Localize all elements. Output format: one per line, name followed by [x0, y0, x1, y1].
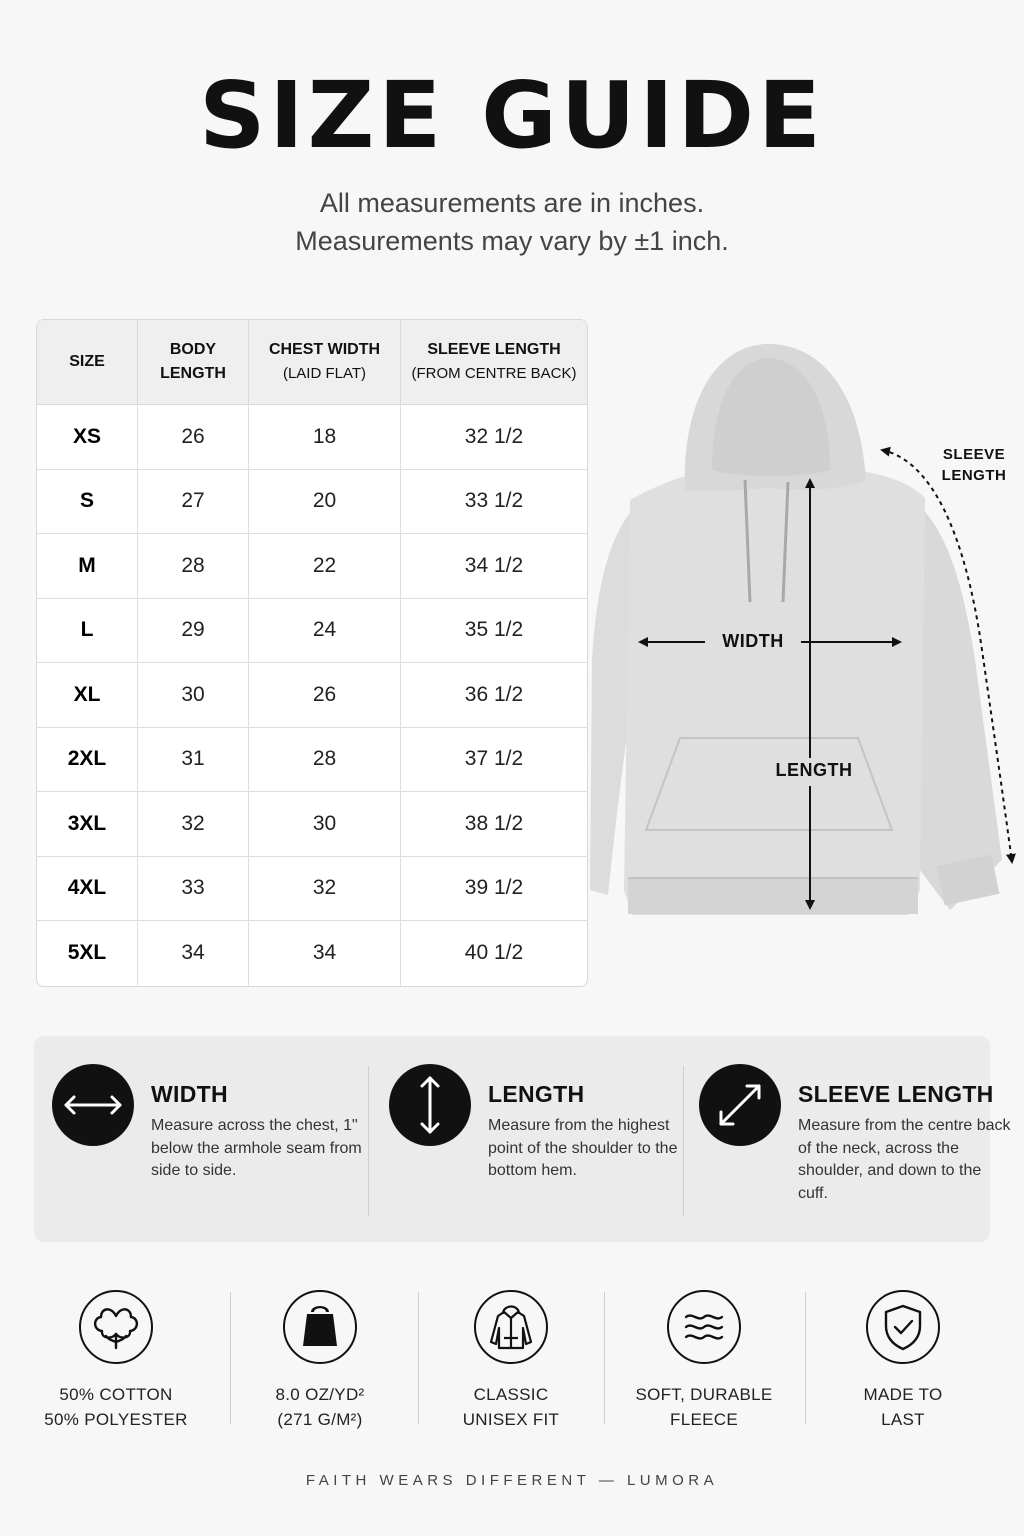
waves-icon: [667, 1290, 741, 1364]
cotton-icon: [79, 1290, 153, 1364]
feature-text: 8.0 OZ/YD² (271 G/M²): [275, 1385, 365, 1429]
horizontal-arrow-icon: [52, 1064, 134, 1146]
measurement-cell: 18: [249, 405, 401, 470]
shield-check-icon: [866, 1290, 940, 1364]
vertical-arrow-icon: [389, 1064, 471, 1146]
divider: [683, 1066, 684, 1216]
header-size: SIZE: [37, 320, 138, 405]
size-cell: XL: [37, 663, 138, 728]
measurement-cell: 24: [249, 599, 401, 664]
measurement-cell: 20: [249, 470, 401, 535]
measurement-cell: 36 1/2: [401, 663, 587, 728]
table-row: [37, 534, 587, 599]
measurement-cell: 28: [138, 534, 249, 599]
diagonal-arrow-icon: [699, 1064, 781, 1146]
table-row: [37, 599, 587, 664]
size-cell: M: [37, 534, 138, 599]
measurement-cell: 34: [138, 921, 249, 986]
feature-text: CLASSIC UNISEX FIT: [462, 1385, 560, 1429]
instruction-text: Measure across the chest, 1" below the armhole seam from side to side.: [151, 1117, 362, 1179]
divider: [368, 1066, 369, 1216]
subtitle-tolerance: Measurements may vary by ±1 inch.: [295, 226, 729, 256]
header-chest-width: CHEST WIDTH (LAID FLAT): [249, 320, 401, 405]
hoodie-icon: [474, 1290, 548, 1364]
measurement-cell: 30: [138, 663, 249, 728]
header-body-length: BODY LENGTH: [138, 320, 249, 405]
measurement-cell: 33: [138, 857, 249, 922]
measurement-cell: 31: [138, 728, 249, 793]
feature-text: MADE TO LAST: [863, 1385, 943, 1429]
divider: [604, 1292, 605, 1424]
measurement-cell: 33 1/2: [401, 470, 587, 535]
size-cell: S: [37, 470, 138, 535]
table-row: [37, 405, 587, 470]
feature-fleece: [609, 1290, 799, 1432]
table-row: [37, 728, 587, 793]
table-row: [37, 470, 587, 535]
width-label: WIDTH: [705, 630, 801, 652]
table-row: [37, 857, 587, 922]
measurement-cell: 35 1/2: [401, 599, 587, 664]
measurement-cell: 39 1/2: [401, 857, 587, 922]
hoodie-diagram: [590, 330, 1024, 930]
measurement-cell: 26: [249, 663, 401, 728]
table-row: [37, 792, 587, 857]
page-title: SIZE GUIDE: [199, 62, 825, 169]
subtitle-units: All measurements are in inches.: [319, 188, 705, 218]
measurement-cell: 34: [249, 921, 401, 986]
size-cell: 5XL: [37, 921, 138, 986]
measurement-cell: 29: [138, 599, 249, 664]
measurement-cell: 37 1/2: [401, 728, 587, 793]
instruction-title: SLEEVE LENGTH: [798, 1081, 994, 1107]
measurement-instructions-panel: [34, 1036, 1011, 1242]
instruction-title: WIDTH: [151, 1081, 228, 1107]
length-label: LENGTH: [768, 759, 860, 781]
measurement-cell: 34 1/2: [401, 534, 587, 599]
measurement-cell: 40 1/2: [464, 941, 524, 965]
measurement-cell: 38 1/2: [401, 792, 587, 857]
measurement-cell: 32 1/2: [401, 405, 587, 470]
measurement-cell: 32: [249, 857, 401, 922]
feature-fit: [416, 1290, 606, 1432]
instruction-title: LENGTH: [488, 1081, 585, 1107]
measurement-cell: 28: [249, 728, 401, 793]
measurement-cell: 30: [249, 792, 401, 857]
sleeve-length-label: SLEEVE LENGTH: [941, 446, 1007, 484]
feature-fabric: [21, 1290, 211, 1432]
table-row: [37, 921, 587, 986]
table-row: [37, 663, 587, 728]
header-sleeve-length: SLEEVE LENGTH (FROM CENTRE BACK): [401, 320, 587, 405]
feature-durability: [808, 1290, 998, 1432]
measurement-cell: 26: [138, 405, 249, 470]
instruction-text: Measure from the highest point of the shoulder to the bottom hem.: [488, 1117, 678, 1179]
divider: [805, 1292, 806, 1424]
brand-footer: FAITH WEARS DIFFERENT — LUMORA: [305, 1472, 719, 1489]
size-cell: 4XL: [37, 857, 138, 922]
measurement-cell: 27: [138, 470, 249, 535]
size-cell: 3XL: [37, 792, 138, 857]
page-subtitle: [0, 184, 1024, 260]
size-cell: 2XL: [37, 728, 138, 793]
feature-weight: [225, 1290, 415, 1432]
measurement-cell: 32: [138, 792, 249, 857]
instruction-text: Measure from the centre back of the neck, across the shoulder, and down to the cuff.: [798, 1117, 1011, 1202]
size-table: [36, 319, 588, 987]
measurement-cell: 22: [249, 534, 401, 599]
feature-text: SOFT, DURABLE FLEECE: [635, 1385, 773, 1429]
feature-text: 50% COTTON 50% POLYESTER: [44, 1385, 188, 1429]
table-header-row: [37, 320, 587, 405]
size-cell: XS: [37, 405, 138, 470]
size-cell: L: [37, 599, 138, 664]
weight-icon: [283, 1290, 357, 1364]
